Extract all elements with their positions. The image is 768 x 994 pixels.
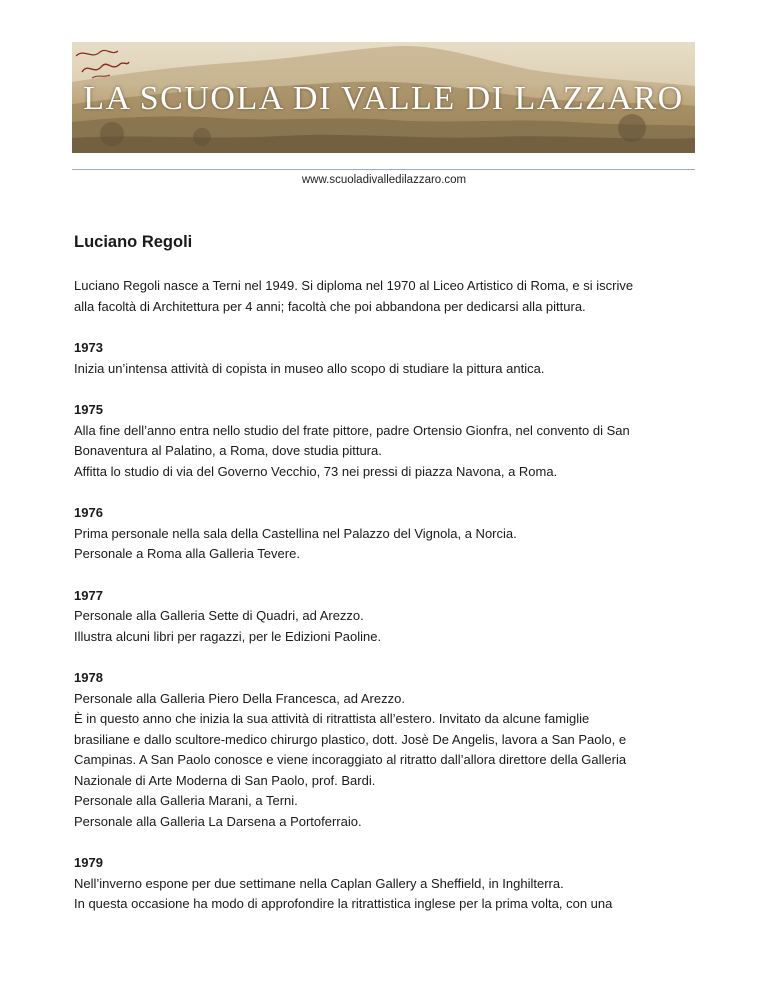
intro-paragraph — [74, 276, 694, 317]
timeline-entry-1979 — [74, 853, 694, 915]
entry-line: In questa occasione ha modo di approfondire la ritrattistica inglese per la prima volta, con una — [74, 896, 613, 911]
banner-title: LA SCUOLA DI VALLE DI LAZZARO — [83, 80, 684, 117]
entry-line: Nell’inverno espone per due settimane nella Caplan Gallery a Sheffield, in Inghilterra. — [74, 875, 564, 891]
entry-line: È in questo anno che inizia la sua attività di ritrattista all’estero. Invitato da alcune famiglie — [74, 711, 590, 726]
entry-line: Bonaventura al Palatino, a Roma, dove studia pittura. — [74, 443, 382, 458]
intro-line: alla facoltà di Architettura per 4 anni; facoltà che poi abbandona per dedicarsi alla pittura. — [74, 298, 586, 314]
entry-line: Alla fine dell’anno entra nello studio del frate pittore, padre Ortensio Gionfra, nel convento di San — [74, 422, 630, 438]
entry-line: brasiliane e dallo scultore-medico chirurgo plastico, dott. Josè De Angelis, lavora a San Paolo, e — [74, 731, 627, 747]
timeline-entry-1976 — [74, 503, 694, 565]
entry-line: Personale alla Galleria Piero Della Francesca, ad Arezzo. — [74, 690, 405, 706]
entry-line: Personale alla Galleria Marani, a Terni. — [74, 793, 298, 808]
entry-line: Campinas. A San Paolo conosce e viene incoraggiato al ritratto dall’allora direttore della Galleria — [74, 752, 627, 767]
timeline-entry-1975 — [74, 400, 694, 482]
entry-year: 1973 — [74, 340, 103, 355]
timeline-entry-1973 — [74, 338, 694, 379]
entry-line: Nazionale di Arte Moderna di San Paolo, prof. Bardi. — [74, 772, 376, 788]
entry-year: 1978 — [74, 670, 103, 685]
header-banner — [72, 42, 695, 153]
entry-line: Personale a Roma alla Galleria Tevere. — [74, 546, 300, 561]
entry-line: Illustra alcuni libri per ragazzi, per le Edizioni Paoline. — [74, 628, 382, 644]
document-title: Luciano Regoli — [74, 233, 193, 251]
entry-line: Prima personale nella sala della Castellina nel Palazzo del Vignola, a Norcia. — [74, 525, 517, 541]
entry-year: 1977 — [74, 587, 103, 603]
entry-year: 1979 — [74, 855, 103, 870]
website-url: www.scuoladivalledilazzaro.com — [301, 174, 467, 186]
entry-line: Personale alla Galleria La Darsena a Portoferraio. — [74, 813, 362, 829]
timeline-entry-1978 — [74, 668, 694, 832]
entry-line: Affitta lo studio di via del Governo Vecchio, 73 nei pressi di piazza Navona, a Roma. — [74, 463, 558, 479]
timeline-entry-1977 — [74, 586, 694, 648]
header-divider — [72, 169, 695, 170]
intro-line: Luciano Regoli nasce a Terni nel 1949. Si diploma nel 1970 al Liceo Artistico di Roma, e si iscrive — [74, 278, 634, 293]
signature-mark — [72, 42, 132, 82]
document-body — [74, 230, 694, 936]
entry-year: 1976 — [74, 505, 103, 520]
entry-line: Personale alla Galleria Sette di Quadri, ad Arezzo. — [74, 608, 364, 623]
entry-year: 1975 — [74, 402, 103, 417]
entry-line: Inizia un’intensa attività di copista in museo allo scopo di studiare la pittura antica. — [74, 360, 545, 376]
